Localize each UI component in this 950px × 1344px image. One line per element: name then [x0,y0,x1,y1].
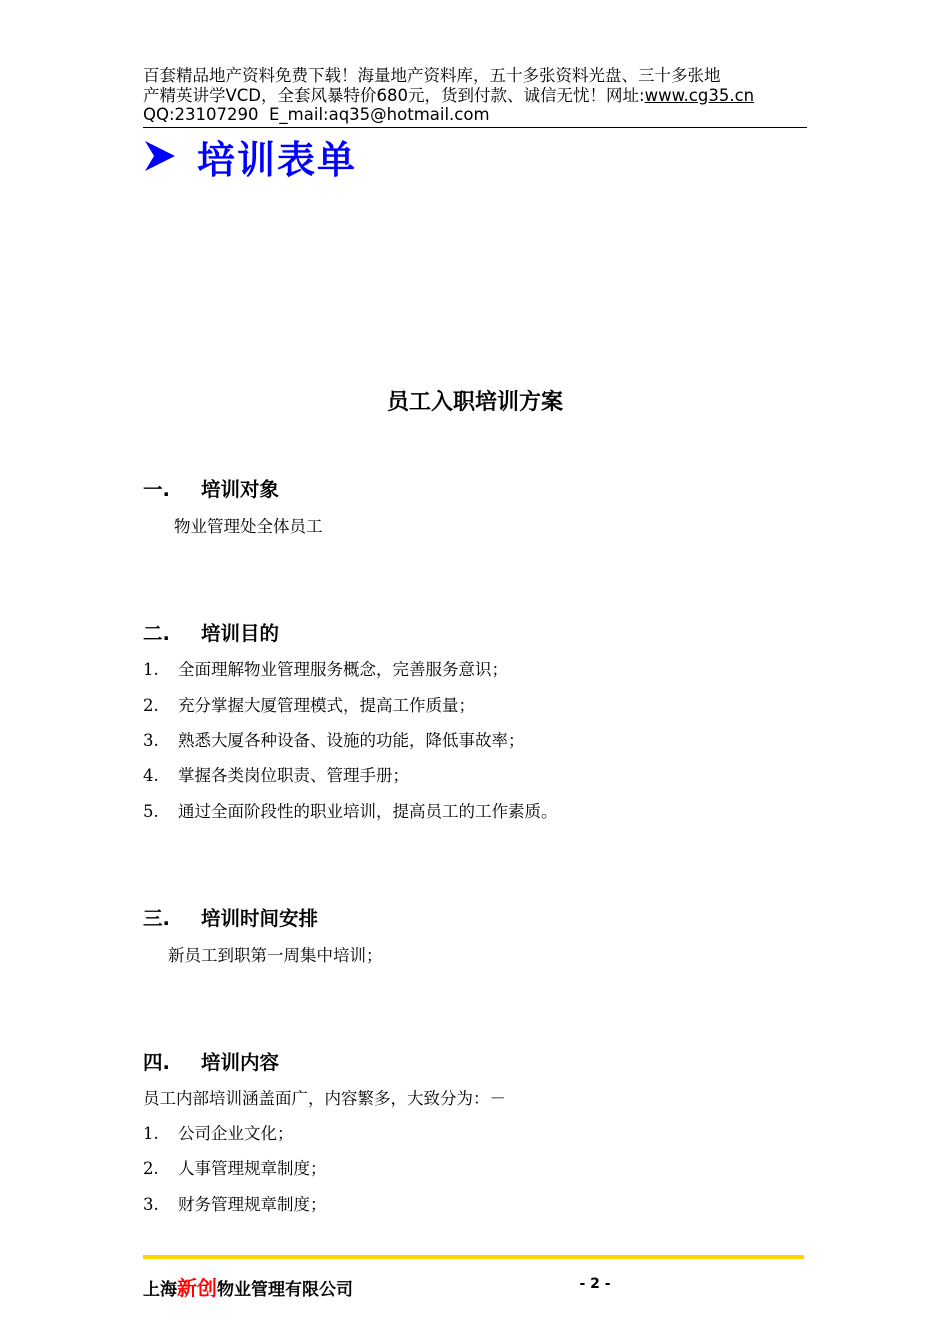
header-line-3: QQ:23107290 E_mail:aq35@hotmail.com [143,105,490,124]
section-heading-2 [143,618,279,646]
header-line-1: 百套精品地产资料免费下载！海量地产资料库，五十多张资料光盘、三十多张地 [143,66,721,85]
header-line-2 [143,86,807,106]
section-number: 一. [143,478,170,501]
list-number: 1. [143,660,159,679]
list-number: 2. [143,696,159,715]
list-item [143,798,558,822]
list-item [143,1155,327,1179]
list-item [143,727,525,751]
company-accent: 新创 [177,1276,217,1300]
list-text: 熟悉大厦各种设备、设施的功能，降低事故率； [178,731,525,750]
section-number: 三. [143,907,170,930]
list-item [143,656,508,680]
form-title [143,130,357,182]
section-number: 四. [143,1051,170,1074]
section-number: 二. [143,622,170,645]
company-suffix: 物业管理有限公司 [217,1280,353,1300]
list-text: 充分掌握大厦管理模式，提高工作质量； [178,696,475,715]
list-number: 3. [143,731,159,750]
company-prefix: 上海 [143,1280,177,1300]
section-title: 培训对象 [201,478,280,501]
website-link[interactable]: www.cg35.cn [644,85,755,105]
footer-divider [143,1255,804,1259]
section-paragraph: 新员工到职第一周集中培训； [168,946,383,965]
document-title: 员工入职培训方案 [386,390,563,415]
arrow-bullet-icon [143,139,177,173]
footer-company-name [143,1272,353,1301]
section-title: 培训目的 [201,622,280,645]
form-title-text: 培训表单 [197,137,358,182]
section-paragraph: 物业管理处全体员工 [174,517,323,536]
section-paragraph: 员工内部培训涵盖面广，内容繁多，大致分为：－ [143,1089,506,1108]
list-text: 公司企业文化； [178,1124,294,1143]
list-text: 人事管理规章制度； [178,1159,327,1178]
header-line-2-text: 产精英讲学VCD，全套风暴特价680元，货到付款、诚信无忧！网址: [143,85,645,105]
list-number: 3. [143,1195,159,1214]
page-header [143,66,807,125]
list-item [143,762,409,786]
list-number: 4. [143,766,159,785]
list-number: 5. [143,802,159,821]
list-item [143,1191,327,1215]
list-text: 财务管理规章制度； [178,1195,327,1214]
list-text: 掌握各类岗位职责、管理手册； [178,766,409,785]
section-heading-4 [143,1047,279,1075]
section-heading-1 [143,474,279,502]
section-heading-3 [143,903,318,931]
list-item [143,1120,294,1144]
section-title: 培训时间安排 [201,907,319,930]
list-number: 1. [143,1124,159,1143]
list-text: 全面理解物业管理服务概念，完善服务意识； [178,660,508,679]
page-number: - 2 - [579,1276,611,1292]
list-text: 通过全面阶段性的职业培训，提高员工的工作素质。 [178,802,558,821]
list-item [143,692,475,716]
section-title: 培训内容 [201,1051,280,1074]
list-number: 2. [143,1159,159,1178]
